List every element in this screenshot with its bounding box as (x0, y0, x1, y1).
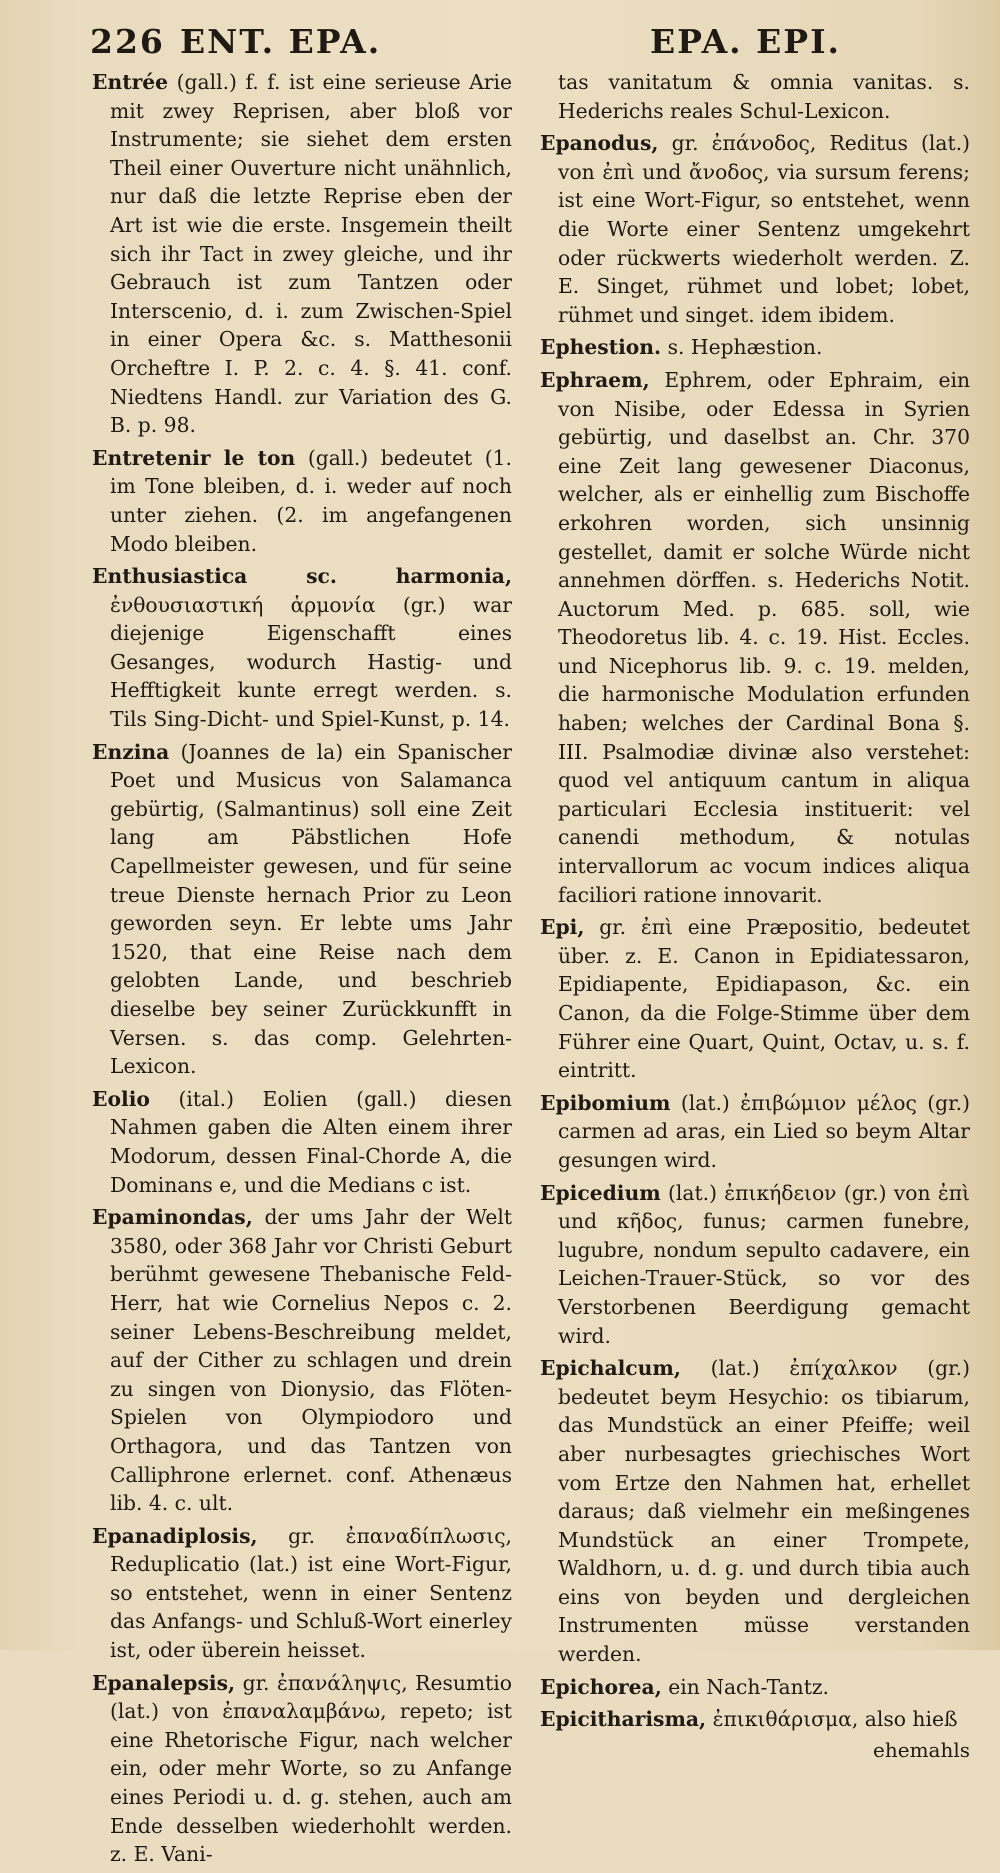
dictionary-entry (92, 444, 512, 558)
entry-headword: Enthusiastica sc. harmonia, (92, 564, 512, 589)
entry-headword: Epaminondas, (92, 1205, 253, 1230)
dictionary-entry (540, 1354, 970, 1669)
running-header (0, 14, 1000, 64)
entry-text: tas vanitatum & omnia vanitas. s. Hederichs reales Schul-Lexicon. (558, 70, 970, 123)
entry-headword: Epanalepsis, (92, 1670, 236, 1695)
entry-text: ἐπικιθάρισμα, also hieß (712, 1707, 958, 1732)
entry-text: (lat.) ἐπίχαλκον (gr.) bedeutet beym Hesychio: os tibiarum, das Mundstück an einer Pfeiffe; weil aber nurbesagtes griechisches Wort vom Ertze den Nahmen hat, erhellet daraus; daß vielmehr ein meßingenes Mundstück an einer Trompete, Waldhorn, u. d. g. und durch tibia auch eins von beyden und dergleichen Instrumenten müsse verstanden werden. (558, 1356, 970, 1667)
dictionary-entry (540, 129, 970, 329)
entry-text: (ital.) Eolien (gall.) diesen Nahmen gaben die Alten einem ihrer Modorum, dessen Final-Chorde A, die Dominans e, und die Medians c ist. (110, 1086, 512, 1197)
entry-text: gr. ἐπανάληψις, Resumtio (lat.) von ἐπαναλαμβάνω, repeto; ist eine Rhetorische Figur, nach welcher ein, oder mehr Worte, so zu Anfange eines Periodi u. d. g. stehen, auch am Ende desselben wiederhohlt werden. z. E. Vani- (110, 1670, 512, 1867)
dictionary-entry (92, 1522, 512, 1665)
dictionary-entry (540, 333, 970, 362)
entry-text: (gall.) f. f. ist eine serieuse Arie mit zwey Reprisen, aber bloß vor Instrumente; sie siehet dem ersten Theil einer Ouverture nicht unähnlich, nur daß die letzte Reprise eben der Art ist wie die erste. Insgemein theilt sich ihr Tact in zwey gleiche, und ihr Gebrauch ist zum Tantzen oder Interscenio, d. i. zum Zwischen-Spiel in einer Opera &c. s. Matthesonii Orcheftre I. P. 2. c. 4. §. 41. conf. Niedtens Handl. zur Variation des G. B. p. 98. (110, 70, 512, 438)
entry-text: (gall.) bedeutet (1. im Tone bleiben, d. i. weder auf noch unter ziehen. (2. im angefangenen Modo bleiben. (110, 445, 512, 556)
entry-headword: Entrée (92, 70, 169, 94)
entry-headword: Entretenir le ton (92, 445, 296, 470)
dictionary-entry (92, 68, 512, 440)
dictionary-entry (540, 1089, 970, 1175)
dictionary-entry (540, 68, 970, 125)
right-column (540, 68, 970, 1764)
entry-headword: Eolio (92, 1086, 150, 1111)
page-number: 226 (90, 22, 165, 61)
dictionary-entry (92, 562, 512, 734)
dictionary-entry (92, 1085, 512, 1199)
left-running-head: ENT. EPA. (180, 22, 382, 61)
dictionary-entry (540, 366, 970, 909)
entry-text: (lat.) ἐπιβώμιον μέλος (gr.) carmen ad aras, ein Lied so beym Altar gesungen wird. (558, 1090, 970, 1172)
entry-headword: Enzina (92, 739, 170, 764)
entry-text: der ums Jahr der Welt 3580, oder 368 Jahr vor Christi Geburt berühmt gewesene Thebanische Feld-Herr, hat wie Cornelius Nepos c. 2. seiner Lebens-Beschreibung meldet, auf der Cither zu schlagen und drein zu singen von Dionysio, das Flöten-Spielen von Olympiodoro und Orthagora, und das Tantzen von Calliphrone erlernet. conf. Athenæus lib. 4. c. ult. (110, 1205, 512, 1516)
entry-headword: Epicedium (540, 1180, 661, 1205)
dictionary-entry (540, 1179, 970, 1351)
entry-text: s. Hephæstion. (667, 335, 823, 360)
entry-headword: Epibomium (540, 1090, 671, 1115)
left-column (92, 68, 512, 1873)
dictionary-entry (540, 1705, 970, 1734)
entry-headword: Epi, (540, 915, 585, 940)
entry-text: (lat.) ἐπικήδειον (gr.) von ἐπὶ und κῆδος, funus; carmen funebre, lugubre, nondum sepulto cadavere, ein Leichen-Trauer-Stück, so vor des Verstorbenen Beerdigung gemacht wird. (558, 1180, 970, 1348)
entry-text: ein Nach-Tantz. (668, 1674, 829, 1699)
entry-headword: Ephraem, (540, 367, 650, 392)
dictionary-entry (540, 1673, 970, 1702)
entry-text: gr. ἐπαναδίπλωσις, Reduplicatio (lat.) ist eine Wort-Figur, so entstehet, wenn in einer Sentenz das Anfangs- und Schluß-Wort einerley ist, oder überein heisset. (110, 1523, 513, 1663)
entry-headword: Epanodus, (540, 131, 659, 156)
dictionary-entry (92, 1669, 512, 1869)
entry-headword: Epanadiplosis, (92, 1523, 258, 1548)
right-running-head: EPA. EPI. (650, 22, 842, 61)
dictionary-entry (92, 1203, 512, 1518)
entry-text: Ephrem, oder Ephraim, ein von Nisibe, oder Edessa in Syrien gebürtig, und daselbst an. Chr. 370 eine Zeit lang gewesener Diaconus, welcher, als er einhellig zum Bischoffe erkohren worden, sich unsinnig gestellet, damit er solche Würde nicht annehmen dörffen. s. Hederichs Notit. Auctorum Med. p. 685. soll, wie Theodoretus lib. 4. c. 19. Hist. Eccles. und Nicephorus lib. 9. c. 19. melden, die harmonische Modulation erfunden haben; welches der Cardinal Bona §. III. Psalmodiæ divinæ also verstehet: quod vel antiquum cantum in aliqua particulari Ecclesia instituerit: vel canendi methodum, & notulas intervallorum ac vocum indices aliqua faciliori ratione innovarit. (558, 367, 971, 907)
entry-headword: Epicitharisma, (540, 1707, 707, 1732)
catchword: ehemahls (873, 1737, 970, 1762)
entry-headword: Ephestion. (540, 335, 662, 360)
dictionary-entry (92, 738, 512, 1081)
entry-headword: Epichalcum, (540, 1356, 681, 1381)
dictionary-entry (540, 913, 970, 1085)
entry-headword: Epichorea, (540, 1674, 662, 1699)
entry-text: (Joannes de la) ein Spanischer Poet und Musicus von Salamanca gebürtig, (Salmantinus) soll eine Zeit lang am Päbstlichen Hofe Capellmeister gewesen, und für seine treue Dienste hernach Prior zu Leon geworden seyn. Er lebte ums Jahr 1520, that eine Reise nach dem gelobten Lande, und beschrieb dieselbe bey seiner Zurückkunfft in Versen. s. das comp. Gelehrten-Lexicon. (110, 739, 512, 1079)
entry-text: gr. ἐπάνοδος, Reditus (lat.) von ἐπὶ und ἄνοδος, via sursum ferens; ist eine Wort-Figur, so entstehet, wenn die Worte einer Sentenz umgekehrt oder rückwerts wiederholt werden. Z. E. Singet, rühmet und lobet; lobet, rühmet und singet. idem ibidem. (558, 131, 970, 327)
entry-text: ἐνθουσιαστική ἁρμονία (gr.) war diejenige Eigenschafft eines Gesanges, wodurch Hastig- und Hefftigkeit kunte erregt werden. s. Tils Sing-Dicht- und Spiel-Kunst, p. 14. (110, 592, 512, 732)
entry-text: gr. ἐπὶ eine Præpositio, bedeutet über. z. E. Canon in Epidiatessaron, Epidiapente, Epidiapason, &c. ein Canon, da die Folge-Stimme über dem Führer eine Quart, Quint, Octav, u. s. f. eintritt. (558, 915, 970, 1083)
